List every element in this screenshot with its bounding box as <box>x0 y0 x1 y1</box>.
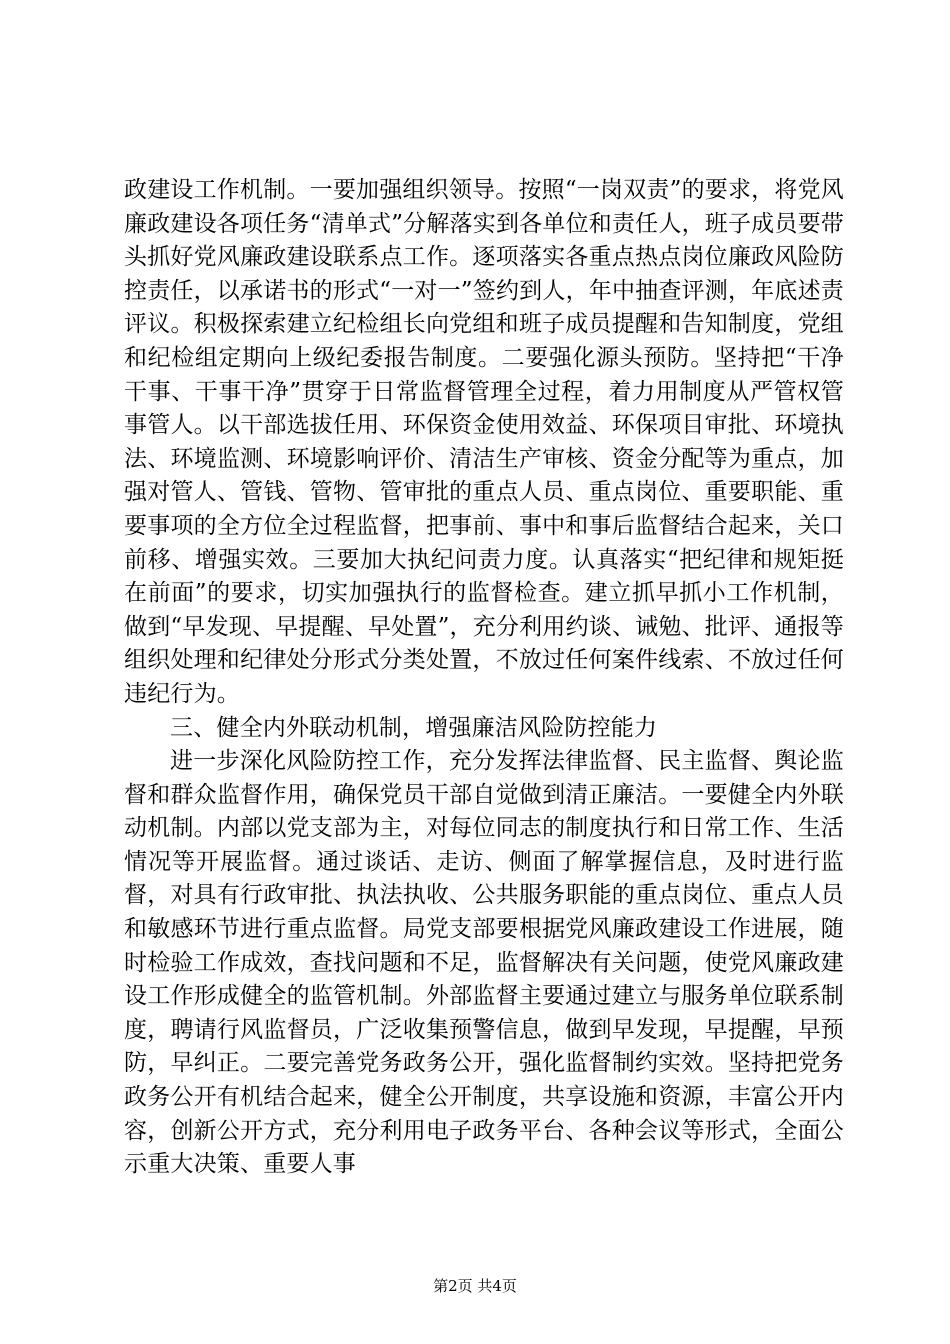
body-text <box>124 174 844 1182</box>
page-total: 共4页 <box>477 1277 517 1295</box>
section-heading: 三、健全内外联动机制，增强廉洁风险防控能力 <box>170 714 658 741</box>
page-footer <box>0 1276 950 1296</box>
page-number: 第2页 <box>433 1277 473 1295</box>
paragraph: 进一步深化风险防控工作，充分发挥法律监督、民主监督、舆论监督和群众监督作用，确保党员干部自觉做到清正廉洁。一要健全内外联动机制。内部以党支部为主，对每位同志的制度执行和日常工作、生活情况等开展监督。通过谈话、走访、侧面了解掌握信息，及时进行监督，对具有行政审批、执法执收、公共服务职能的重点岗位、重点人员和敏感环节进行重点监督。局党支部要根据党风廉政建设工作进展，随时检验工作成效，查找问题和不足，监督解决有关问题，使党风廉政建设工作形成健全的监管机制。外部监督主要通过建立与服务单位联系制度，聘请行风监督员，广泛收集预警信息，做到早发现，早提醒，早预防，早纠正。二要完善党务政务公开，强化监督制约实效。坚持把党务政务公开有机结合起来，健全公开制度，共享设施和资源，丰富公开内容，创新公开方式，充分利用电子政务平台、各种会议等形式，全面公示重大决策、重要人事 <box>124 748 844 1178</box>
paragraph-continued: 政建设工作机制。一要加强组织领导。按照“一岗双责”的要求，将党风廉政建设各项任务“清单式”分解落实到各单位和责任人，班子成员要带头抓好党风廉政建设联系点工作。逐项落实各重点热点岗位廉政风险防控责任，以承诺书的形式“一对一”签约到人，年中抽查评测，年底述责评议。积极探索建立纪检组长向党组和班子成员提醒和告知制度，党组和纪检组定期向上级纪委报告制度。二要强化源头预防。坚持把“干净干事、干事干净”贯穿于日常监督管理全过程，着力用制度从严管权管事管人。以干部选拔任用、环保资金使用效益、环保项目审批、环境执法、环境监测、环境影响评价、清洁生产审核、资金分配等为重点，加强对管人、管钱、管物、管审批的重点人员、重点岗位、重要职能、重要事项的全方位全过程监督，把事前、事中和事后监督结合起来，关口前移、增强实效。三要加大执纪问责力度。认真落实“把纪律和规矩挺在前面”的要求，切实加强执行的监督检查。建立抓早抓小工作机制，做到“早发现、早提醒、早处置”，充分利用约谈、诫勉、批评、通报等组织处理和纪律处分形式分类处置，不放过任何案件线索、不放过任何违纪行为。 <box>124 177 844 707</box>
